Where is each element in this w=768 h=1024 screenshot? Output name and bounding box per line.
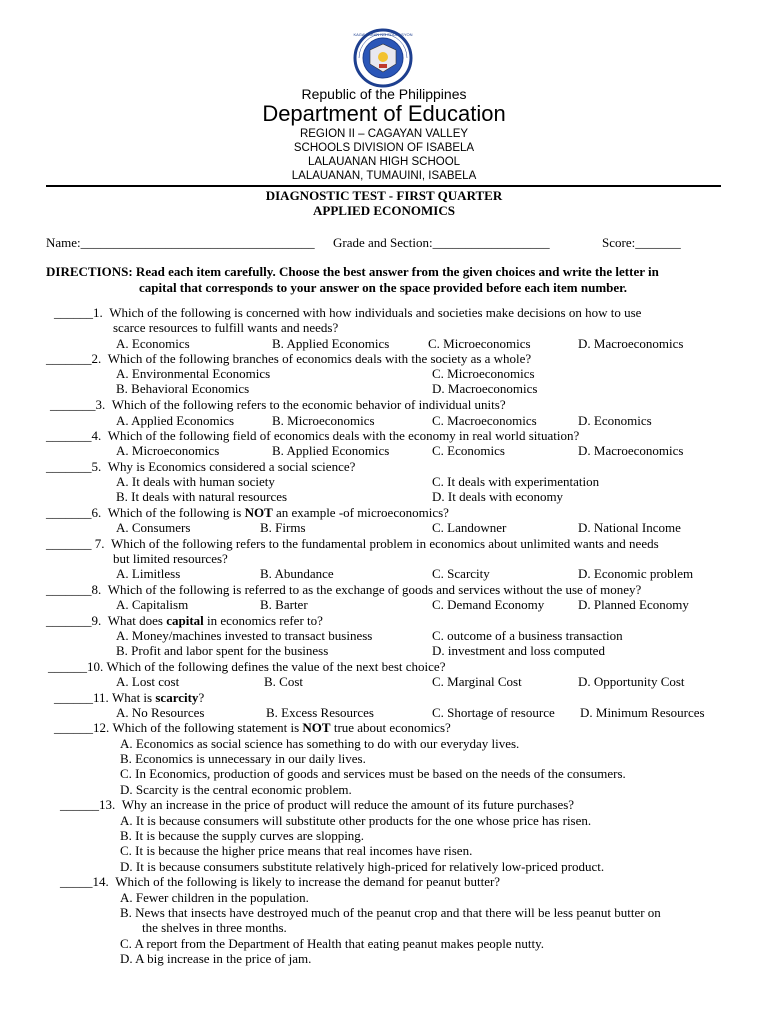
answer-blank[interactable]: _______ (46, 505, 92, 520)
answer-blank[interactable]: _______ (46, 536, 92, 551)
q9-option-d: D. investment and loss computed (432, 643, 605, 658)
q9-option-b: B. Profit and labor spent for the business (116, 643, 329, 658)
q1-option-a: A. Economics (116, 336, 190, 351)
question-1-cont: scarce resources to fulfill wants and needs? (113, 320, 339, 335)
q5-option-d: D. It deals with economy (432, 489, 564, 504)
test-subject: APPLIED ECONOMICS (313, 203, 455, 218)
deped-seal-logo (346, 28, 420, 88)
answer-blank[interactable]: _______ (46, 459, 92, 474)
answer-blank[interactable]: ______ (60, 797, 99, 812)
q1-option-b: B. Applied Economics (272, 336, 390, 351)
q12-option-d: D. Scarcity is the central economic problem. (120, 782, 352, 797)
question-7-cont: but limited resources? (113, 551, 228, 566)
answer-blank[interactable]: _____ (60, 874, 93, 889)
region-text: REGION II – CAGAYAN VALLEY (299, 128, 469, 140)
question-6: _______6. Which of the following is NOT an example -of microeconomics? (46, 505, 449, 520)
q5-option-a: A. It deals with human society (116, 474, 275, 489)
question-5: _______5. Why is Economics considered a social science? (46, 459, 356, 474)
division-text: SCHOOLS DIVISION OF ISABELA (293, 142, 475, 154)
q12-option-c: C. In Economics, production of goods and services must be based on the needs of the consumers. (120, 766, 626, 781)
q4-option-b: B. Applied Economics (272, 443, 390, 458)
answer-blank[interactable]: _______ (46, 351, 92, 366)
grade-section-field[interactable]: Grade and Section:__________________ (333, 235, 550, 250)
q14-option-b: B. News that insects have destroyed much of the peanut crop and that there will be less peanut butter on (120, 905, 661, 920)
q1-option-c: C. Microeconomics (428, 336, 531, 351)
q5-option-b: B. It deals with natural resources (116, 489, 288, 504)
q6-option-c: C. Landowner (432, 520, 507, 535)
q3-option-a: A. Applied Economics (116, 413, 235, 428)
q11-option-c: C. Shortage of resource (432, 705, 555, 720)
answer-blank[interactable]: _______ (50, 397, 96, 412)
q14-option-d: D. A big increase in the price of jam. (120, 951, 312, 966)
question-7: _______ 7. Which of the following refers to the fundamental problem in economics about unlimited wants and needs (46, 536, 659, 551)
q3-option-d: D. Economics (578, 413, 652, 428)
answer-blank[interactable]: ______ (48, 659, 87, 674)
answer-blank[interactable]: _______ (46, 582, 92, 597)
directions-line-2: capital that corresponds to your answer on the space provided before each item number. (139, 279, 627, 295)
svg-text:KAGAWARAN NG EDUKASYON: KAGAWARAN NG EDUKASYON (353, 32, 413, 37)
answer-blank[interactable]: ______ (54, 305, 93, 320)
question-13: ______13. Why an increase in the price of product will reduce the amount of its future purchases? (60, 797, 575, 812)
name-field[interactable]: Name:____________________________________ (46, 235, 315, 250)
question-10: ______10. Which of the following defines the value of the next best choice? (48, 659, 446, 674)
q5-option-c: C. It deals with experimentation (432, 474, 600, 489)
q4-option-d: D. Macroeconomics (578, 443, 684, 458)
question-8: _______8. Which of the following is referred to as the exchange of goods and services without the use of money? (46, 582, 642, 597)
q2-option-a: A. Environmental Economics (116, 366, 271, 381)
question-2: _______2. Which of the following branches of economics deals with the society as a whole? (46, 351, 532, 366)
q4-option-c: C. Economics (432, 443, 505, 458)
answer-blank[interactable]: _______ (46, 613, 92, 628)
answer-blank[interactable]: _______ (46, 428, 92, 443)
question-3: _______3. Which of the following refers to the economic behavior of individual units? (50, 397, 506, 412)
directions (46, 264, 726, 295)
question-11: ______11. What is scarcity? (54, 690, 205, 705)
q3-option-b: B. Microeconomics (272, 413, 375, 428)
address-text: LALAUANAN, TUMAUINI, ISABELA (291, 170, 477, 182)
q14-option-a: A. Fewer children in the population. (120, 890, 309, 905)
q10-option-c: C. Marginal Cost (432, 674, 522, 689)
directions-line-1: DIRECTIONS: Read each item carefully. Choose the best answer from the given choices and write the letter in (46, 264, 659, 279)
q6-option-b: B. Firms (260, 520, 306, 535)
q9-option-c: C. outcome of a business transaction (432, 628, 623, 643)
score-field[interactable]: Score:_______ (602, 235, 681, 250)
q14-option-b-cont: the shelves in three months. (142, 920, 287, 935)
q7-option-a: A. Limitless (116, 566, 181, 581)
q7-option-b: B. Abundance (260, 566, 334, 581)
q13-option-c: C. It is because the higher price means that real incomes have risen. (120, 843, 473, 858)
q11-option-d: D. Minimum Resources (580, 705, 705, 720)
question-14: _____14. Which of the following is likely to increase the demand for peanut butter? (60, 874, 501, 889)
q8-option-c: C. Demand Economy (432, 597, 545, 612)
q1-option-d: D. Macroeconomics (578, 336, 684, 351)
q6-option-d: D. National Income (578, 520, 681, 535)
q9-option-a: A. Money/machines invested to transact business (116, 628, 373, 643)
republic-text: Republic of the Philippines (301, 86, 467, 102)
q13-option-a: A. It is because consumers will substitute other products for the one whose price has risen. (120, 813, 592, 828)
q14-option-c: C. A report from the Department of Health that eating peanut makes people nutty. (120, 936, 545, 951)
q7-option-c: C. Scarcity (432, 566, 490, 581)
q10-option-d: D. Opportunity Cost (578, 674, 685, 689)
q11-option-a: A. No Resources (116, 705, 205, 720)
q8-option-b: B. Barter (260, 597, 308, 612)
answer-blank[interactable]: ______ (54, 720, 93, 735)
q2-option-b: B. Behavioral Economics (116, 381, 250, 396)
q3-option-c: C. Macroeconomics (432, 413, 537, 428)
question-1: ______1. Which of the following is concerned with how individuals and societies make decisions on how to use (54, 305, 642, 320)
q13-option-d: D. It is because consumers substitute relatively high-priced for relatively low-priced product. (120, 859, 605, 874)
q11-option-b: B. Excess Resources (266, 705, 374, 720)
q10-option-a: A. Lost cost (116, 674, 180, 689)
test-title: DIAGNOSTIC TEST - FIRST QUARTER (265, 188, 503, 203)
question-12: ______12. Which of the following statement is NOT true about economics? (54, 720, 451, 735)
q10-option-b: B. Cost (264, 674, 304, 689)
q2-option-d: D. Macroeconomics (432, 381, 538, 396)
q8-option-d: D. Planned Economy (578, 597, 689, 612)
q12-option-a: A. Economics as social science has something to do with our everyday lives. (120, 736, 520, 751)
answer-blank[interactable]: ______ (54, 690, 93, 705)
q8-option-a: A. Capitalism (116, 597, 189, 612)
q12-option-b: B. Economics is unnecessary in our daily lives. (120, 751, 366, 766)
question-9: _______9. What does capital in economics refer to? (46, 613, 323, 628)
q2-option-c: C. Microeconomics (432, 366, 535, 381)
q6-option-a: A. Consumers (116, 520, 191, 535)
q13-option-b: B. It is because the supply curves are slopping. (120, 828, 365, 843)
question-4: _______4. Which of the following field of economics deals with the economy in real world situation? (46, 428, 580, 443)
department-title: Department of Education (262, 101, 506, 126)
q4-option-a: A. Microeconomics (116, 443, 220, 458)
header-divider (46, 185, 721, 187)
q7-option-d: D. Economic problem (578, 566, 694, 581)
school-text: LALAUANAN HIGH SCHOOL (307, 156, 461, 168)
